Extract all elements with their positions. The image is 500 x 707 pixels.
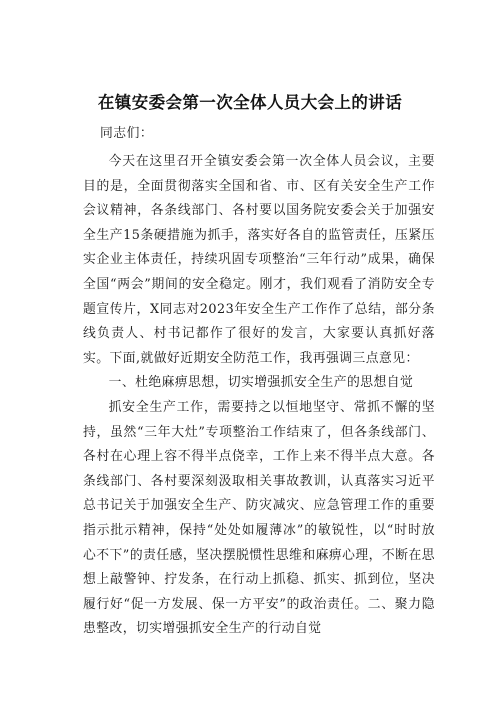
paragraph-section-1: 抓安全生产工作，需要持之以恒地坚守、常抓不懈的坚持，虽然“三年大灶”专项整治工作结束了，但各条线部门、各村在心理上容不得半点侥幸，工作上来不得半点大意。各条线部门、各村要深刻汲取相关事故教训，认真落实习近平总书记关于加强安全生产、防灾减灾、应急管理工作的重要指示批示精神，保持“处处如履薄冰”的敏锐性，以“时时放心不下”的责任感，坚决摆脱惯性思维和麻痹心理，不断在思想上敲警钟、拧发条，在行动上抓稳、抓实、抓到位，坚决履行好“促一方发展、保一方平安”的政治责任。二、聚力隐患整改，切实增强抓安全生产的行动自觉: [83, 399, 435, 637]
section-heading-1: 一、杜绝麻痹思想，切实增强抓安全生产的思想自觉: [108, 375, 414, 391]
salutation: 同志们：: [100, 126, 154, 141]
paragraph-opening: 今天在这里召开全镇安委会第一次全体人员会议，主要目的是，全面贯彻落实全国和省、市、区有关安全生产工作会议精神，各条线部门、各村要以国务院安委会关于加强安全生产15条硬措施为抓手，落实好各自的监管责任，压紧压实企业主体责任，持续巩固专项整治“三年行动”成果，确保全国“两会”期间的安全稳定。刚才，我们观看了消防安全专题宣传片，X同志对2023年安全生产工作作了总结，部分条线负责人、村书记都作了很好的发言，大家要认真抓好落实。下面,就做好近期安全防范工作，我再强调三点意见：: [83, 154, 435, 366]
document-title: 在镇安委会第一次全体人员大会上的讲话: [97, 93, 403, 112]
document-body: [83, 150, 435, 642]
